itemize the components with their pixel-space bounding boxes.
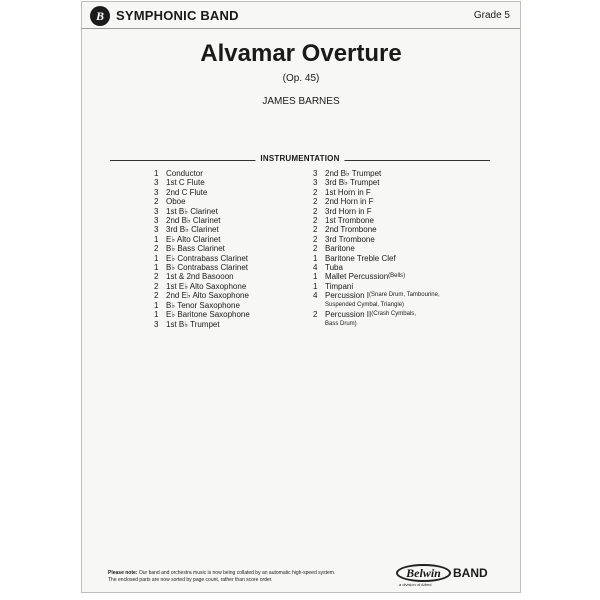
instrument-quantity: 4 xyxy=(313,291,318,301)
note-line-2: The enclosed parts are now sorted by page count, rather than score order. xyxy=(108,576,273,583)
instrument-quantity: 1 xyxy=(154,234,159,244)
instrument-row xyxy=(154,197,250,206)
instrument-name: Tuba xyxy=(325,263,343,273)
instrument-quantity: 1 xyxy=(154,169,159,178)
instrument-row xyxy=(313,197,440,206)
score-page xyxy=(81,1,521,593)
instrument-row xyxy=(313,207,440,216)
grade-label: Grade 5 xyxy=(473,10,510,21)
instrument-row xyxy=(313,178,440,187)
band-series-title: SYMPHONIC BAND xyxy=(116,8,239,23)
instrument-row xyxy=(154,216,250,225)
instrument-quantity: 1 xyxy=(313,253,318,263)
piece-title: Alvamar Overture xyxy=(200,40,402,67)
instrument-name: 3rd B♭ Clarinet xyxy=(166,225,219,235)
instrument-quantity: 2 xyxy=(154,281,159,291)
composer-name: JAMES BARNES xyxy=(262,96,340,107)
instrument-name: 1st B♭ Clarinet xyxy=(166,206,218,216)
instrumentation-heading xyxy=(110,154,490,166)
instrument-quantity: 2 xyxy=(154,272,159,282)
instrument-row xyxy=(154,254,250,263)
instrument-quantity: 2 xyxy=(154,197,159,207)
instrument-quantity: 2 xyxy=(313,310,318,320)
instrument-note: Bass Drum) xyxy=(325,320,357,327)
instrument-quantity: 3 xyxy=(154,187,159,197)
instrument-name: Baritone xyxy=(325,244,355,254)
instrument-quantity: 2 xyxy=(313,187,318,197)
instrument-row xyxy=(154,207,250,216)
instrument-quantity: 2 xyxy=(313,216,318,226)
instrument-row xyxy=(313,282,440,291)
instrument-row xyxy=(154,188,250,197)
instrument-name: 3rd Trombone xyxy=(325,234,375,244)
publisher-band-text: BAND xyxy=(453,566,488,580)
instrument-quantity: 1 xyxy=(313,272,318,282)
instrument-name: E♭ Baritone Saxophone xyxy=(166,310,250,320)
instrument-row xyxy=(313,254,440,263)
instrument-row xyxy=(154,310,250,319)
note-heading: Please note: xyxy=(108,570,138,576)
instrument-name: 3rd B♭ Trumpet xyxy=(325,178,380,188)
instrument-name: Baritone Treble Clef xyxy=(325,253,396,263)
instrument-name: E♭ Contrabass Clarinet xyxy=(166,253,249,263)
instrument-quantity: 2 xyxy=(313,197,318,207)
instrument-name: 2nd B♭ Clarinet xyxy=(166,216,221,226)
instrument-list-left xyxy=(154,169,250,329)
instrument-row xyxy=(154,291,250,300)
note-line-1: Our band and orchestra music is now being collated by an automatic high-speed system. xyxy=(138,570,336,576)
instrument-name: B♭ Tenor Saxophone xyxy=(166,300,240,310)
instrument-row xyxy=(154,178,250,187)
publisher-subtitle: a division of Alfred xyxy=(399,582,432,587)
instrument-row xyxy=(313,225,440,234)
belwin-logo-icon: B xyxy=(90,6,110,26)
instrument-name: Conductor xyxy=(166,169,203,178)
instrument-row xyxy=(313,291,440,300)
instrument-row xyxy=(154,235,250,244)
instrument-quantity: 2 xyxy=(313,234,318,244)
instrument-name: Percussion II xyxy=(325,310,372,320)
instrument-name: Timpani xyxy=(325,281,354,291)
instrument-name: B♭ Bass Clarinet xyxy=(166,244,225,254)
instrument-row xyxy=(154,301,250,310)
instrument-name: 2nd C Flute xyxy=(166,187,208,197)
instrument-quantity: 3 xyxy=(154,206,159,216)
opus-number: (Op. 45) xyxy=(282,73,320,84)
publisher-logo xyxy=(396,562,506,588)
instrument-row xyxy=(154,272,250,281)
instrument-quantity: 3 xyxy=(313,178,318,188)
collation-note xyxy=(108,570,358,583)
instrument-note: (Snare Drum, Tambourine, xyxy=(369,292,440,299)
instrument-name: 1st Horn in F xyxy=(325,187,371,197)
instrument-row xyxy=(154,263,250,272)
instrument-quantity: 1 xyxy=(313,281,318,291)
header xyxy=(82,2,520,30)
instrument-quantity: 3 xyxy=(154,225,159,235)
instrument-row xyxy=(154,225,250,234)
belwin-oval-logo: Belwin xyxy=(396,564,451,582)
instrument-quantity: 3 xyxy=(154,319,159,329)
header-divider xyxy=(82,28,520,29)
instrument-name: 1st Trombone xyxy=(325,216,374,226)
instrument-name: 2nd Trombone xyxy=(325,225,377,235)
instrument-note-continuation xyxy=(313,301,440,310)
instrument-row xyxy=(313,244,440,253)
instrument-row xyxy=(313,169,440,178)
instrument-name: 1st & 2nd Basooon xyxy=(166,272,234,282)
instrument-name: 2nd B♭ Trumpet xyxy=(325,169,382,178)
instrument-quantity: 2 xyxy=(313,244,318,254)
instrument-quantity: 2 xyxy=(313,206,318,216)
instrument-note: Suspended Cymbal, Triangle) xyxy=(325,301,405,308)
instrument-row xyxy=(154,320,250,329)
instrument-row xyxy=(313,216,440,225)
instrument-name: Oboe xyxy=(166,197,186,207)
instrument-note: (Crash Cymbals, xyxy=(371,311,416,318)
instrument-name: B♭ Contrabass Clarinet xyxy=(166,263,249,273)
instrument-name: 2nd E♭ Alto Saxophone xyxy=(166,291,249,301)
instrument-quantity: 1 xyxy=(154,253,159,263)
instrument-quantity: 4 xyxy=(313,263,318,273)
instrument-quantity: 1 xyxy=(154,263,159,273)
instrument-note: (Bells) xyxy=(388,273,406,280)
instrument-quantity: 2 xyxy=(154,244,159,254)
instrument-name: 1st C Flute xyxy=(166,178,205,188)
instrument-row xyxy=(313,188,440,197)
instrument-quantity: 2 xyxy=(154,291,159,301)
instrument-quantity: 3 xyxy=(154,178,159,188)
instrument-row xyxy=(154,169,250,178)
instrument-name: Mallet Percussion xyxy=(325,272,389,282)
instrument-list-right xyxy=(313,169,440,329)
instrument-row xyxy=(313,272,440,281)
instrument-quantity: 3 xyxy=(154,216,159,226)
instrument-quantity: 2 xyxy=(313,225,318,235)
instrument-quantity: 1 xyxy=(154,300,159,310)
instrument-row xyxy=(313,263,440,272)
instrument-name: 1st E♭ Alto Saxophone xyxy=(166,281,247,291)
instrument-row xyxy=(313,310,440,319)
instrument-row xyxy=(313,235,440,244)
instrument-row xyxy=(154,282,250,291)
instrument-name: E♭ Alto Clarinet xyxy=(166,234,221,244)
instrument-name: 2nd Horn in F xyxy=(325,197,374,207)
instrument-quantity: 3 xyxy=(313,169,318,178)
instrument-name: Percussion I xyxy=(325,291,370,301)
instrument-name: 3rd Horn in F xyxy=(325,206,372,216)
instrument-note-continuation xyxy=(313,320,440,329)
instrument-row xyxy=(154,244,250,253)
instrumentation-label: INSTRUMENTATION xyxy=(255,154,344,163)
instrument-quantity: 1 xyxy=(154,310,159,320)
instrument-name: 1st B♭ Trumpet xyxy=(166,319,220,329)
